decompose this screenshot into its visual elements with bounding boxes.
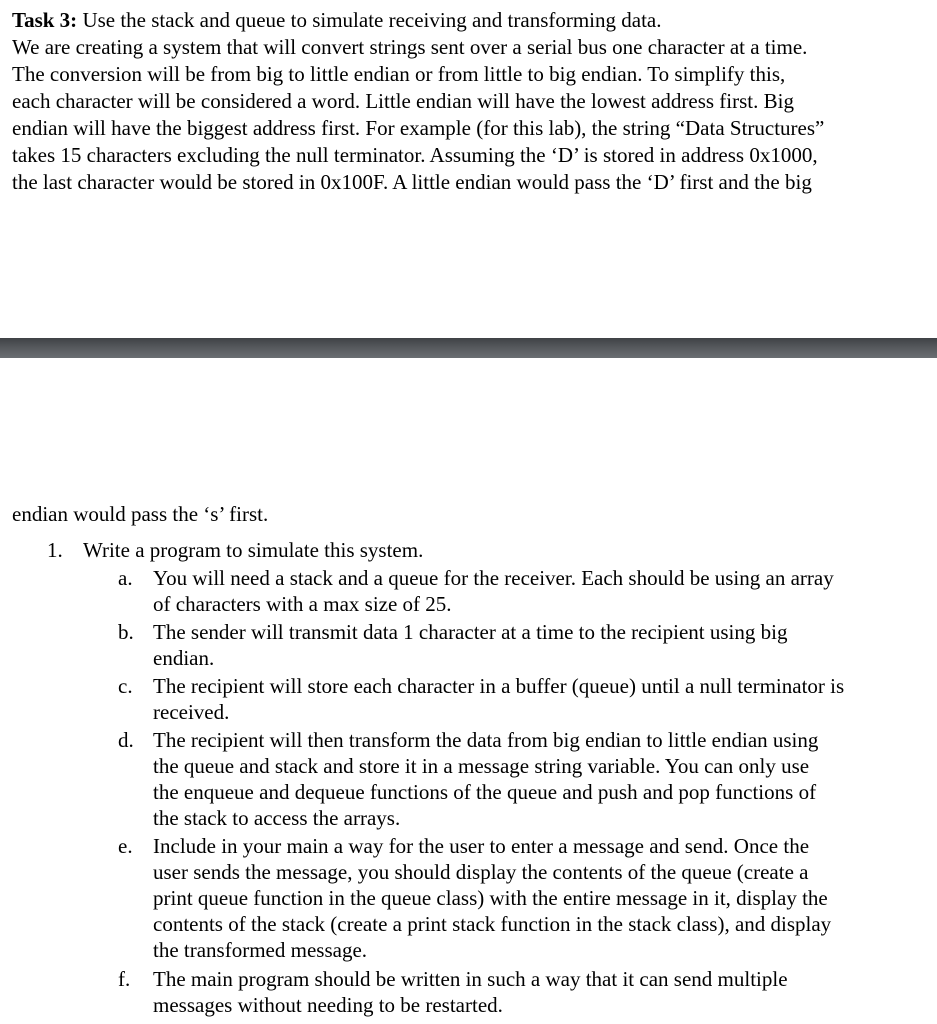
sub-item-line: the stack to access the arrays. [153,806,401,830]
paragraph-line: takes 15 characters excluding the null terminator. Assuming the ‘D’ is stored in address 0x1000, [12,143,818,167]
paragraph-line: endian will have the biggest address first. For example (for this lab), the string “Data Structures” [12,116,825,140]
sub-item-line: of characters with a max size of 25. [153,592,452,616]
list-item-text: Write a program to simulate this system. [83,538,424,562]
paragraph-continuation: endian would pass the ‘s’ first. [12,502,269,526]
sub-item-line: The sender will transmit data 1 character at a time to the recipient using big [153,620,788,644]
task-label: Task 3: [12,8,78,32]
sub-item-marker: f. [118,967,131,991]
sub-item-line: The main program should be written in such a way that it can send multiple [153,967,788,991]
sub-item-line: messages without needing to be restarted. [153,993,503,1017]
list-marker: 1. [47,538,63,562]
sub-item-line: The recipient will then transform the data from big endian to little endian using [153,728,819,752]
sub-item-line: endian. [153,646,215,670]
sub-item-line: You will need a stack and a queue for the receiver. Each should be using an array [153,566,834,590]
sub-item-line: the queue and stack and store it in a message string variable. You can only use [153,754,810,778]
sub-item-line: contents of the stack (create a print stack function in the stack class), and display [153,912,832,936]
sub-item-line: the transformed message. [153,938,368,962]
sub-item-line: Include in your main a way for the user to enter a message and send. Once the [153,834,810,858]
paragraph-line: the last character would be stored in 0x100F. A little endian would pass the ‘D’ first and the big [12,170,812,194]
sub-item-line: received. [153,700,230,724]
sub-item-marker: e. [118,834,133,858]
sub-item-line: The recipient will store each character in a buffer (queue) until a null terminator is [153,674,845,698]
sub-item-marker: b. [118,620,134,644]
sub-item-line: user sends the message, you should display the contents of the queue (create a [153,860,809,884]
paragraph-line: We are creating a system that will convert strings sent over a serial bus one character at a time. [12,35,808,59]
sub-item-marker: a. [118,566,133,590]
sub-item-line: the enqueue and dequeue functions of the queue and push and pop functions of [153,780,817,804]
page-break-divider [0,338,937,358]
sub-item-line: print queue function in the queue class) with the entire message in it, display the [153,886,828,910]
task-heading [12,7,662,33]
sub-item-marker: c. [118,674,133,698]
task-title: Use the stack and queue to simulate receiving and transforming data. [77,8,662,32]
sub-item-marker: d. [118,728,134,752]
paragraph-line: each character will be considered a word. Little endian will have the lowest address first. Big [12,89,794,113]
paragraph-line: The conversion will be from big to little endian or from little to big endian. To simplify this, [12,62,786,86]
